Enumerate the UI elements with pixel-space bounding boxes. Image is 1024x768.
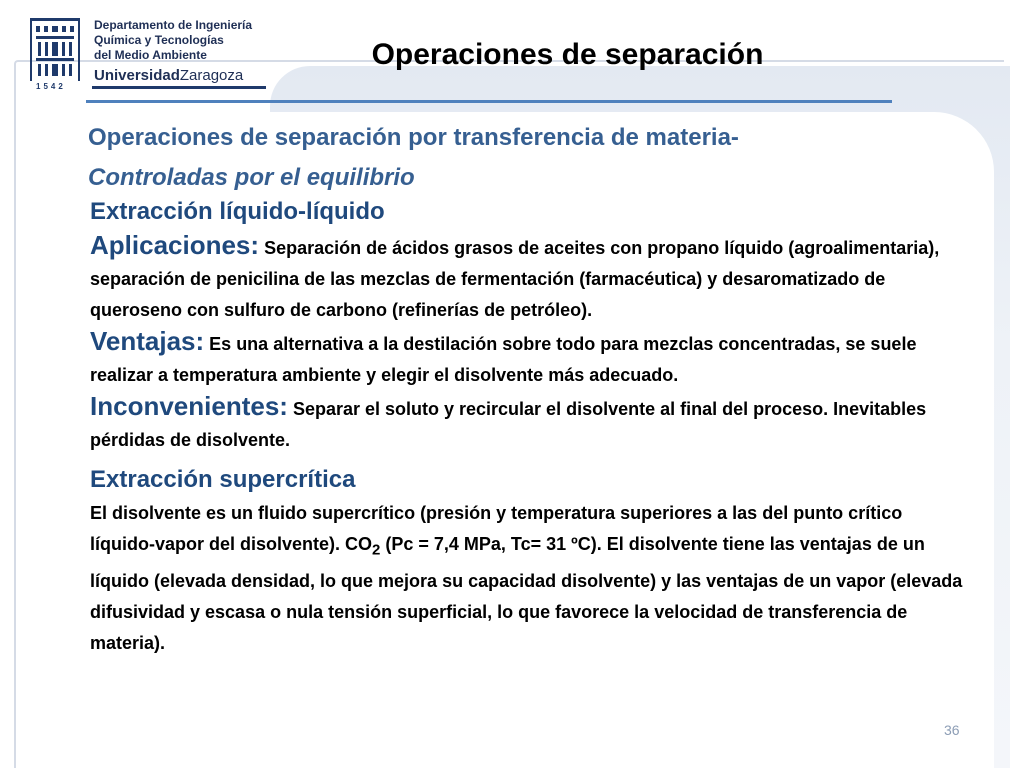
department-line-1: Departamento de Ingeniería: [94, 18, 253, 32]
sfe-heading: Extracción supercrítica: [90, 466, 356, 493]
applications-text: Separación de ácidos grasos de aceites con propano líquido (agroalimentaria), separación de penicilina de las mezclas de fermentación (farmacéutica) y desaromatizado de queroseno con sulfuro de carbono (refinerías de petróleo).: [90, 238, 940, 320]
applications-paragraph: [90, 230, 970, 326]
university-name-rest: Zaragoza: [179, 67, 244, 84]
university-crest-icon: [30, 18, 80, 84]
university-logo: [16, 14, 268, 90]
title-rule: [86, 100, 892, 103]
university-name: [94, 67, 243, 84]
page-number: 36: [944, 722, 960, 738]
slide-body: [90, 194, 970, 659]
sfe-subscript: 2: [372, 541, 381, 559]
logo-year: 1542: [36, 82, 66, 91]
lle-heading: Extracción líquido-líquido: [90, 198, 385, 225]
department-line-3: del Medio Ambiente: [94, 48, 207, 62]
slide-title: Operaciones de separación: [371, 38, 764, 71]
subtitle-line-1: Operaciones de separación por transferencia de materia-: [88, 124, 739, 151]
sfe-text-a: El disolvente es un fluido supercrítico (presión y temperatura superiores a las del punto crítico líquido-vapor del disolvente). CO: [90, 503, 903, 554]
applications-label: Aplicaciones:: [90, 230, 260, 260]
advantages-label: Ventajas:: [90, 326, 205, 356]
subtitle-line-2: Controladas por el equilibrio: [88, 164, 415, 191]
sfe-text-b: (Pc = 7,4 MPa, Tc= 31 ºC). El disolvente tiene las ventajas de un líquido (elevada densidad, lo que mejora su capacidad disolvente) y las ventajas de un vapor (elevada difusividad y escasa o nula tensión superficial, lo que favorece la velocidad de transferencia de materia).: [90, 534, 963, 653]
drawbacks-paragraph: [90, 391, 970, 456]
advantages-paragraph: [90, 326, 970, 391]
department-line-2: Química y Tecnologías: [94, 33, 224, 47]
drawbacks-text: Separar el soluto y recircular el disolvente al final del proceso. Inevitables pérdidas de disolvente.: [90, 399, 927, 450]
sfe-paragraph: [90, 498, 970, 659]
university-name-bold: Universidad: [94, 67, 180, 84]
drawbacks-label: Inconvenientes:: [90, 391, 288, 421]
department-name: [94, 18, 252, 63]
logo-underline: [92, 86, 266, 89]
advantages-text: Es una alternativa a la destilación sobre todo para mezclas concentradas, se suele realizar a temperatura ambiente y elegir el disolvente más adecuado.: [90, 334, 917, 385]
slide-subtitle: [88, 118, 739, 198]
